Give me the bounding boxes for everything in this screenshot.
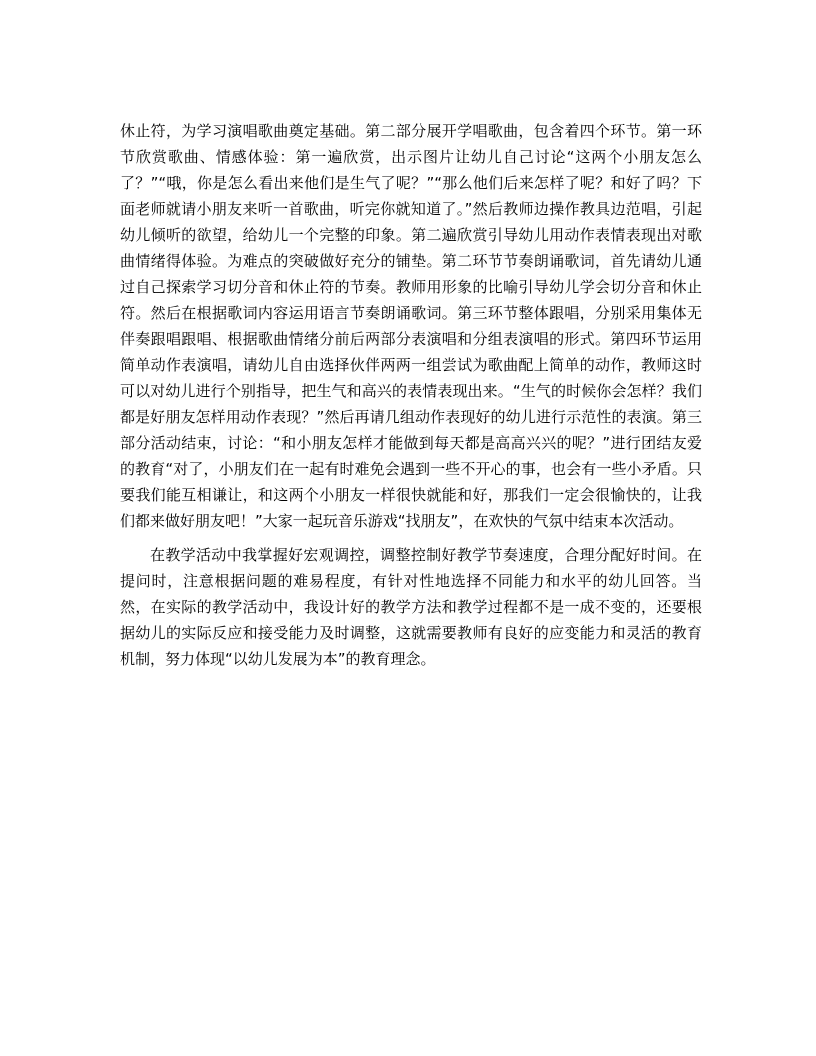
- paragraph-teaching-process: 休止符，为学习演唱歌曲奠定基础。第二部分展开学唱歌曲，包含着四个环节。第一环节欣赏歌曲、情感体验：第一遍欣赏，出示图片让幼儿自己讨论“这两个小朋友怎么了？”“哦，你是怎么看出来他们是生气了呢？”“那么他们后来怎样了呢？和好了吗？下面老师就请小朋友来听一首歌曲，听完你就知道了。”然后教师边操作教具边范唱，引起幼儿倾听的欲望，给幼儿一个完整的印象。第二遍欣赏引导幼儿用动作表情表现出对歌曲情绪得体验。为难点的突破做好充分的铺垫。第二环节节奏朗诵歌词，首先请幼儿通过自己探索学习切分音和休止符的节奏。教师用形象的比喻引导幼儿学会切分音和休止符。然后在根据歌词内容运用语言节奏朗诵歌词。第三环节整体跟唱，分别采用集体无伴奏跟唱跟唱、根据歌曲情绪分前后两部分表演唱和分组表演唱的形式。第四环节运用简单动作表演唱，请幼儿自由选择伙伴两两一组尝试为歌曲配上简单的动作，教师这时可以对幼儿进行个别指导，把生气和高兴的表情表现出来。“生气的时候你会怎样？我们都是好朋友怎样用动作表现？”然后再请几组动作表现好的幼儿进行示范性的表演。第三部分活动结束，讨论：“和小朋友怎样才能做到每天都是高高兴兴的呢？”进行团结友爱的教育“对了，小朋友们在一起有时难免会遇到一些不开心的事，也会有一些小矛盾。只要我们能互相谦让，和这两个小朋友一样很快就能和好，那我们一定会很愉快的，让我们都来做好朋友吧！”大家一起玩音乐游戏“找朋友”，在欢快的气氛中结束本次活动。: [120, 122, 702, 530]
- paragraph-teaching-reflection: 在教学活动中我掌握好宏观调控，调整控制好教学节奏速度，合理分配好时间。在提问时，注意根据问题的难易程度，有针对性地选择不同能力和水平的幼儿回答。当然，在实际的教学活动中，我设计好的教学方法和教学过程都不是一成不变的，还要根据幼儿的实际反应和接受能力及时调整，这就需要教师有良好的应变能力和灵活的教育机制，努力体现“以幼儿发展为本”的教育理念。: [120, 546, 702, 668]
- document-body: [120, 118, 702, 672]
